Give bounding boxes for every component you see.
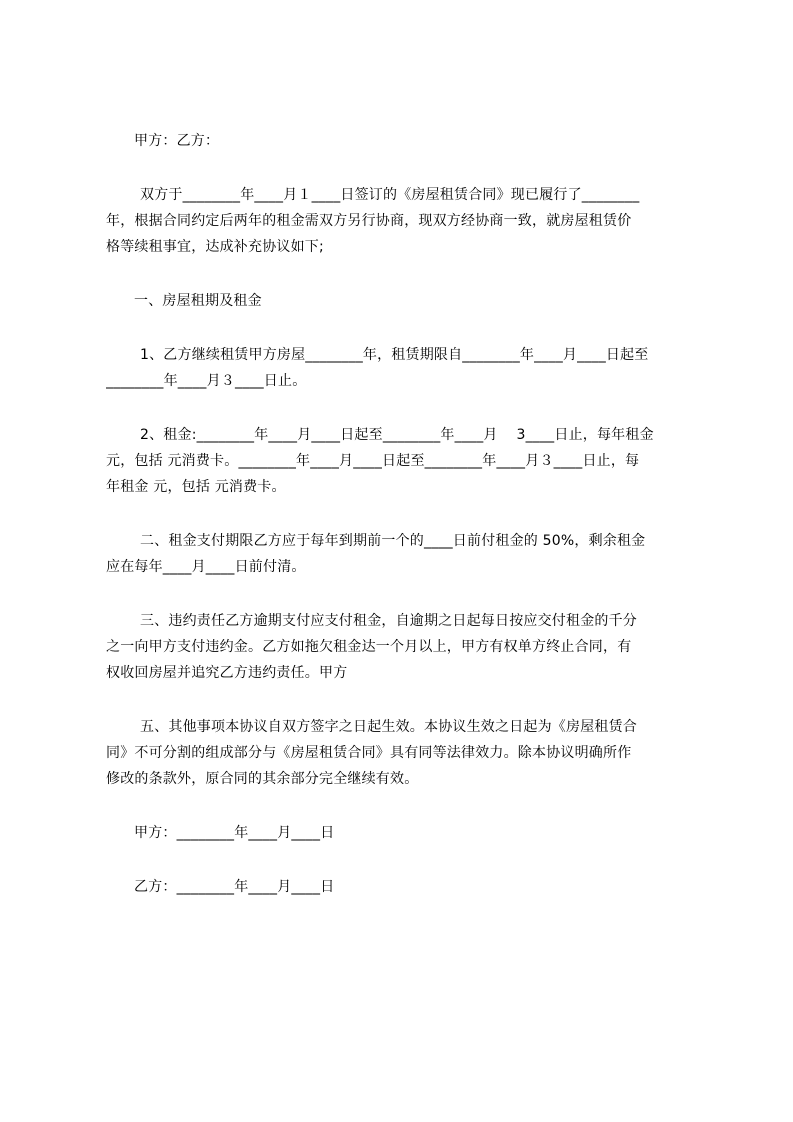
section3-line-3: 权收回房屋并追究乙方违约责任。甲方 — [106, 665, 348, 681]
clause2-line-3: 年租金 元，包括 元消费卡。 — [106, 479, 286, 495]
intro-line-3: 格等续租事宜，达成补充协议如下; — [106, 239, 324, 255]
section5-line-3: 修改的条款外，原合同的其余部分完全继续有效。 — [106, 771, 419, 787]
intro-line-2: 年，根据合同约定后两年的租金需双方另行协商，现双方经协商一致，就房屋租赁价 — [106, 213, 632, 229]
signature-party-a: 甲方：________年____月____日 — [134, 825, 335, 841]
parties-header: 甲方：乙方： — [134, 133, 220, 149]
intro-line-1: 双方于________年____月１____日签订的《房屋租赁合同》现已履行了________ — [140, 187, 640, 203]
section2-line-2: 应在每年____月____日前付清。 — [106, 559, 306, 575]
clause2-line-2: 元，包括 元消费卡。________年____月____日起至________年____月３____日止，每 — [106, 453, 640, 469]
section2-line-1: 二、租金支付期限乙方应于每年到期前一个的____日前付租金的 50%，剩余租金 — [140, 533, 646, 549]
section5-line-1: 五、其他事项本协议自双方签字之日起生效。本协议生效之日起为《房屋租赁合 — [140, 719, 637, 735]
section3-line-2: 之一向甲方支付违约金。乙方如拖欠租金达一个月以上，甲方有权单方终止合同，有 — [106, 639, 632, 655]
clause2-line-1: 2、租金:________年____月____日起至________年____月 3____日止，每年租金 — [140, 427, 654, 443]
section3-line-1: 三、违约责任乙方逾期支付应支付租金，自逾期之日起每日按应交付租金的千分 — [140, 613, 637, 629]
section5-line-2: 同》不可分割的组成部分与《房屋租赁合同》具有同等法律效力。除本协议明确所作 — [106, 745, 632, 761]
section1-title: 一、房屋租期及租金 — [134, 293, 262, 309]
clause1-line-1: 1、乙方继续租赁甲方房屋________年，租赁期限自________年____月____日起至 — [140, 347, 649, 363]
signature-party-b: 乙方：________年____月____日 — [134, 879, 335, 895]
clause1-line-2: ________年____月３____日止。 — [106, 373, 307, 389]
